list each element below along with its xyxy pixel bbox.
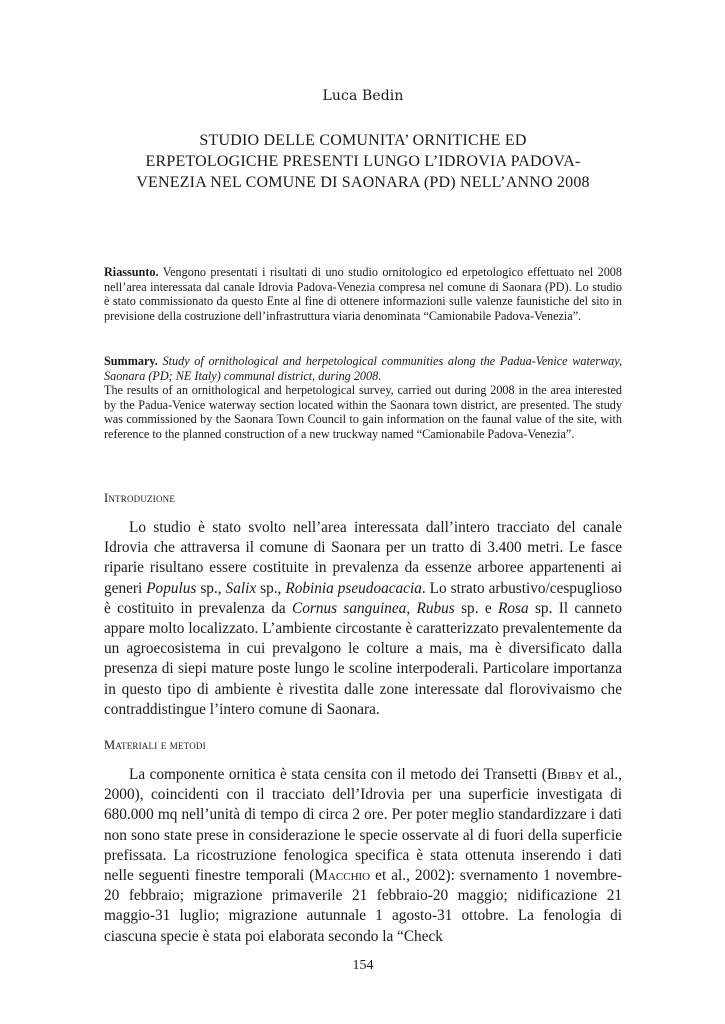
title-line: VENEZIA NEL COMUNE DI SAONARA (PD) NELL’ANNO 2008	[136, 174, 590, 191]
section-heading-materiali: Materiali e metodi	[104, 738, 206, 752]
text-run: . Lo strato arbustivo/cespuglioso è costituito in prevalenza da	[104, 579, 623, 617]
paper-title	[104, 130, 622, 193]
paper-page	[104, 0, 622, 1024]
summary-block	[104, 354, 622, 442]
text-run: sp.,	[196, 579, 226, 597]
introduzione-paragraph	[104, 518, 622, 720]
materiali-paragraph	[104, 765, 622, 947]
species-name: Rosa	[498, 599, 529, 617]
text-run: sp.,	[256, 579, 286, 597]
summary-italic-title: Study of ornithological and herpetological communities along the Padua-Venice waterway, Saonara (PD; NE Italy) communal district, during 2008.	[104, 354, 622, 383]
riassunto-label: Riassunto.	[104, 265, 159, 279]
riassunto-block	[104, 265, 622, 323]
text-run: et al., 2002): svernamento 1 novembre-20 febbraio; migrazione primaverile 21 febbraio-20 maggio; nidificazione 21 maggio-31 luglio; migrazione autunnale 1 agosto-31 ottobre. La fenologia di ciascuna specie è stata poi elaborata secondo la “Check	[104, 867, 622, 945]
summary-label: Summary.	[104, 354, 158, 368]
riassunto-text: Vengono presentati i risultati di uno studio ornitologico ed erpetologico effettuato nel 2008 nell’area interessata dal canale Idrovia Padova-Venezia compresa nel comune di Saonara (PD). Lo studio è stato commissionato da questo Ente al fine di ottenere informazioni sulle valenze faunistiche del sito in previsione della costruzione dell’infrastruttura viaria denominata “Camionabile Padova-Venezia”.	[104, 265, 622, 323]
text-run: et al., 2000), coincidenti con il tracciato dell’Idrovia per una superficie investigata di 680.000 mq nell’unità di tempo di circa 2 ore. Per poter meglio standardizzare i dati non sono state prese in considerazione le specie osservate al di fuori della superficie prefissata. La ricostruzione fenologica specifica è stata ottenuta inserendo i dati nelle seguenti finestre temporali (	[104, 766, 622, 885]
text-run: Lo studio è stato svolto nell’area interessata dall’intero tracciato del canale Idrovia che attraversa il comune di Saonara per un tratto di 3.400 metri. Le fasce riparie risultano essere costituite in prevalenza da essenze arboree appartenenti ai generi	[104, 519, 622, 597]
species-name: Populus	[146, 579, 197, 597]
summary-text: The results of an ornithological and herpetological survey, carried out during 2008 in the area interested by the Padua-Venice waterway section located within the Saonara town district, are presented. The study was commissioned by the Saonara Town Council to gain information on the faunal value of the site, with reference to the planned construction of a new truckway named “Camionabile Padova-Venezia”.	[104, 383, 622, 441]
species-name: Cornus sanguinea	[292, 599, 407, 617]
species-name: Robinia pseudoacacia	[285, 579, 422, 597]
text-run: ,	[406, 599, 417, 617]
riassunto-paragraph	[104, 265, 622, 323]
author-name: Luca Bedin	[322, 88, 404, 104]
citation-author: Macchio	[314, 867, 371, 885]
text-run: sp. Il canneto appare molto localizzato. L’ambiente circostante è caratterizzato prevalentemente da un agroecosistema in cui prevalgono le colture a mais, ma è diversificato dalla presenza di siepi mature poste lungo le scoline interpoderali. Particolare importanza in questo tipo di ambiente è rivestita dalle zone interessate dal florovivaismo che contraddistingue l’intero comune di Saonara.	[104, 599, 622, 718]
text-run: sp. e	[454, 599, 499, 617]
section-heading-introduzione: Introduzione	[104, 491, 176, 505]
title-line: ERPETOLOGICHE PRESENTI LUNGO L’IDROVIA PADOVA-	[145, 153, 581, 170]
species-name: Salix	[225, 579, 257, 597]
summary-title-paragraph	[104, 354, 622, 383]
citation-author: Bibby	[546, 766, 584, 783]
page-number: 154	[352, 958, 374, 973]
title-line: STUDIO DELLE COMUNITA’ ORNITICHE ED	[199, 132, 527, 149]
species-name: Rubus	[416, 599, 455, 617]
text-run: La componente ornitica è stata censita con il metodo dei Transetti (	[129, 766, 547, 783]
